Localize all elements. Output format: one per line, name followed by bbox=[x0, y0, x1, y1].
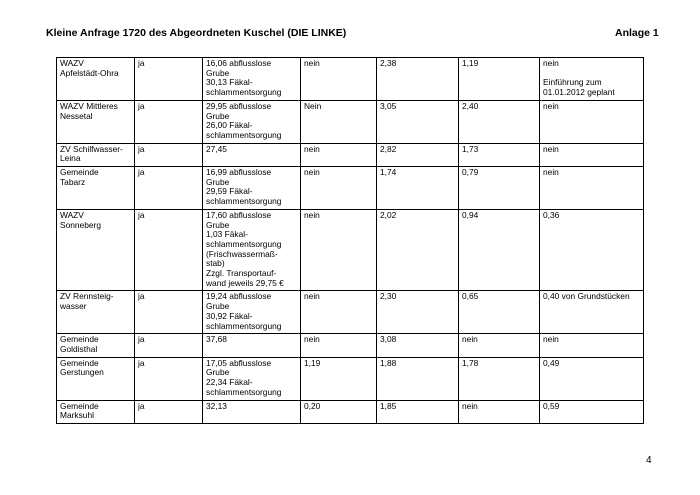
value-cell-b: 2,38 bbox=[377, 58, 459, 101]
organization-cell: Gemeinde Marksuhl bbox=[57, 400, 135, 423]
table-row bbox=[57, 334, 644, 357]
note-cell: nein bbox=[540, 143, 644, 166]
note-cell: nein bbox=[540, 100, 644, 143]
table-row bbox=[57, 100, 644, 143]
note-cell: nein bbox=[540, 334, 644, 357]
value-cell-c: 2,40 bbox=[459, 100, 540, 143]
value-cell-b: 2,02 bbox=[377, 209, 459, 291]
value-cell-a: 0,20 bbox=[301, 400, 377, 423]
flag-cell: ja bbox=[135, 209, 203, 291]
organization-cell: Gemeinde Tabarz bbox=[57, 167, 135, 210]
flag-cell: ja bbox=[135, 400, 203, 423]
value-cell-c: 1,78 bbox=[459, 357, 540, 400]
fee-cell: 16,99 abflusslose Grube 29,59 Fäkal- schlammentsorgung bbox=[203, 167, 301, 210]
organization-cell: Gemeinde Gerstungen bbox=[57, 357, 135, 400]
data-table bbox=[56, 57, 644, 424]
value-cell-c: 1,19 bbox=[459, 58, 540, 101]
table-body bbox=[57, 58, 644, 424]
value-cell-a: nein bbox=[301, 291, 377, 334]
value-cell-a: Nein bbox=[301, 100, 377, 143]
fee-cell: 27,45 bbox=[203, 143, 301, 166]
table-row bbox=[57, 357, 644, 400]
organization-cell: Gemeinde Goldisthal bbox=[57, 334, 135, 357]
value-cell-c: 0,65 bbox=[459, 291, 540, 334]
note-cell: 0,49 bbox=[540, 357, 644, 400]
note-cell: 0,59 bbox=[540, 400, 644, 423]
value-cell-a: 1,19 bbox=[301, 357, 377, 400]
value-cell-a: nein bbox=[301, 209, 377, 291]
table-row bbox=[57, 209, 644, 291]
value-cell-a: nein bbox=[301, 167, 377, 210]
value-cell-a: nein bbox=[301, 334, 377, 357]
organization-cell: WAZV Mittleres Nessetal bbox=[57, 100, 135, 143]
value-cell-c: 0,79 bbox=[459, 167, 540, 210]
note-cell: nein bbox=[540, 167, 644, 210]
flag-cell: ja bbox=[135, 334, 203, 357]
fee-cell: 32,13 bbox=[203, 400, 301, 423]
flag-cell: ja bbox=[135, 357, 203, 400]
fee-cell: 17,05 abflusslose Grube 22,34 Fäkal- schlammentsorgung bbox=[203, 357, 301, 400]
value-cell-a: nein bbox=[301, 143, 377, 166]
value-cell-c: 1,73 bbox=[459, 143, 540, 166]
flag-cell: ja bbox=[135, 58, 203, 101]
value-cell-b: 2,82 bbox=[377, 143, 459, 166]
note-cell: 0,36 bbox=[540, 209, 644, 291]
note-cell: nein Einführung zum 01.01.2012 geplant bbox=[540, 58, 644, 101]
table-row bbox=[57, 143, 644, 166]
value-cell-a: nein bbox=[301, 58, 377, 101]
table-row bbox=[57, 167, 644, 210]
value-cell-b: 2,30 bbox=[377, 291, 459, 334]
organization-cell: ZV Rennsteig- wasser bbox=[57, 291, 135, 334]
page-number: 4 bbox=[646, 455, 652, 466]
organization-cell: ZV Schilfwasser- Leina bbox=[57, 143, 135, 166]
flag-cell: ja bbox=[135, 100, 203, 143]
table-row bbox=[57, 58, 644, 101]
organization-cell: WAZV Sonneberg bbox=[57, 209, 135, 291]
note-cell: 0,40 von Grundstücken bbox=[540, 291, 644, 334]
value-cell-b: 3,08 bbox=[377, 334, 459, 357]
organization-cell: WAZV Apfelstädt-Ohra bbox=[57, 58, 135, 101]
value-cell-b: 1,85 bbox=[377, 400, 459, 423]
attachment-label: Anlage 1 bbox=[615, 27, 659, 39]
fee-cell: 16,06 abflusslose Grube 30,13 Fäkal- schlammentsorgung bbox=[203, 58, 301, 101]
value-cell-b: 1,74 bbox=[377, 167, 459, 210]
table-row bbox=[57, 400, 644, 423]
table-row bbox=[57, 291, 644, 334]
value-cell-c: 0,94 bbox=[459, 209, 540, 291]
flag-cell: ja bbox=[135, 167, 203, 210]
value-cell-b: 1,88 bbox=[377, 357, 459, 400]
flag-cell: ja bbox=[135, 291, 203, 334]
fee-cell: 17,60 abflusslose Grube 1,03 Fäkal- schlammentsorgung (Frischwassermaß- stab) Zzgl. Transportauf- wand jeweils 29,75 € bbox=[203, 209, 301, 291]
flag-cell: ja bbox=[135, 143, 203, 166]
fee-cell: 37,68 bbox=[203, 334, 301, 357]
fee-cell: 19,24 abflusslose Grube 30,92 Fäkal- schlammentsorgung bbox=[203, 291, 301, 334]
value-cell-c: nein bbox=[459, 400, 540, 423]
value-cell-c: nein bbox=[459, 334, 540, 357]
fee-cell: 29,95 abflusslose Grube 26,00 Fäkal- schlammentsorgung bbox=[203, 100, 301, 143]
value-cell-b: 3,05 bbox=[377, 100, 459, 143]
document-title: Kleine Anfrage 1720 des Abgeordneten Kuschel (DIE LINKE) bbox=[46, 27, 347, 39]
